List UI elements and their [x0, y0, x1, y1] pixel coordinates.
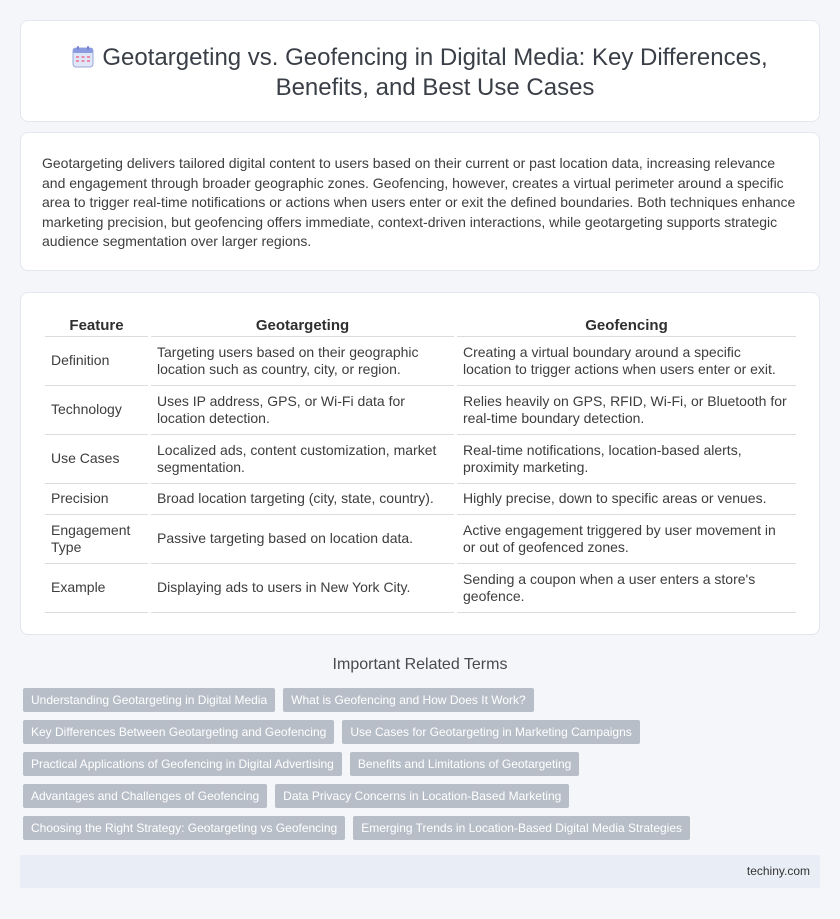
related-term-tag[interactable]: Advantages and Challenges of Geofencing: [23, 784, 267, 808]
related-term-tag[interactable]: Key Differences Between Geotargeting and Geofencing: [23, 720, 334, 744]
row-feature: Engagement Type: [45, 515, 148, 564]
related-term-tag[interactable]: Benefits and Limitations of Geotargeting: [350, 752, 579, 776]
intro-card: [20, 132, 820, 271]
row-feature: Use Cases: [45, 435, 148, 484]
row-feature: Precision: [45, 484, 148, 515]
related-term-tag[interactable]: Data Privacy Concerns in Location-Based Marketing: [275, 784, 569, 808]
footer-brand[interactable]: techiny.com: [746, 864, 810, 878]
row-feature: Technology: [45, 386, 148, 435]
row-geotargeting: Uses IP address, GPS, or Wi-Fi data for location detection.: [151, 386, 454, 435]
intro-paragraph: Geotargeting delivers tailored digital content to users based on their current or past location data, increasing relevance and engagement through broader geographic zones. Geofencing, however, creates a virtual perimeter around a specific area to trigger real-time notifications or actions when users enter or exit the defined boundaries. Both techniques enhance marketing precision, but geofencing offers immediate, context-driven interactions, while geotargeting supports strategic audience segmentation over larger regions.: [42, 155, 796, 250]
row-geotargeting: Targeting users based on their geographic location such as country, city, or region.: [151, 337, 454, 386]
header-card: [20, 20, 820, 122]
column-header-geotargeting: Geotargeting: [151, 315, 454, 337]
row-geotargeting: Displaying ads to users in New York City.: [151, 564, 454, 613]
related-term-tag[interactable]: Use Cases for Geotargeting in Marketing Campaigns: [342, 720, 639, 744]
row-geofencing: Creating a virtual boundary around a specific location to trigger actions when users enter or exit.: [457, 337, 796, 386]
footer: [20, 855, 820, 888]
row-feature: Example: [45, 564, 148, 613]
table-row: [45, 564, 796, 613]
row-geofencing: Active engagement triggered by user movement in or out of geofenced zones.: [457, 515, 796, 564]
row-feature: Definition: [45, 337, 148, 386]
comparison-table: [42, 315, 799, 613]
column-header-feature: Feature: [45, 315, 148, 337]
table-row: [45, 435, 796, 484]
table-row: [45, 515, 796, 564]
row-geotargeting: Broad location targeting (city, state, country).: [151, 484, 454, 515]
row-geofencing: Relies heavily on GPS, RFID, Wi-Fi, or Bluetooth for real-time boundary detection.: [457, 386, 796, 435]
related-term-tag[interactable]: Practical Applications of Geofencing in Digital Advertising: [23, 752, 342, 776]
related-terms-list: [23, 688, 813, 848]
row-geofencing: Highly precise, down to specific areas or venues.: [457, 484, 796, 515]
row-geofencing: Real-time notifications, location-based alerts, proximity marketing.: [457, 435, 796, 484]
related-term-tag[interactable]: What is Geofencing and How Does It Work?: [283, 688, 534, 712]
table-row: [45, 337, 796, 386]
table-row: [45, 386, 796, 435]
column-header-geofencing: Geofencing: [457, 315, 796, 337]
table-header-row: [45, 315, 796, 337]
row-geotargeting: Passive targeting based on location data.: [151, 515, 454, 564]
related-term-tag[interactable]: Understanding Geotargeting in Digital Media: [23, 688, 275, 712]
comparison-table-card: [20, 292, 820, 635]
related-terms-title: Important Related Terms: [332, 656, 508, 673]
row-geofencing: Sending a coupon when a user enters a store's geofence.: [457, 564, 796, 613]
related-term-tag[interactable]: Choosing the Right Strategy: Geotargeting vs Geofencing: [23, 816, 345, 840]
related-term-tag[interactable]: Emerging Trends in Location-Based Digital Media Strategies: [353, 816, 690, 840]
row-geotargeting: Localized ads, content customization, market segmentation.: [151, 435, 454, 484]
page-title: Geotargeting vs. Geofencing in Digital Media: Key Differences, Benefits, and Best Use Cases: [102, 44, 768, 101]
table-row: [45, 484, 796, 515]
